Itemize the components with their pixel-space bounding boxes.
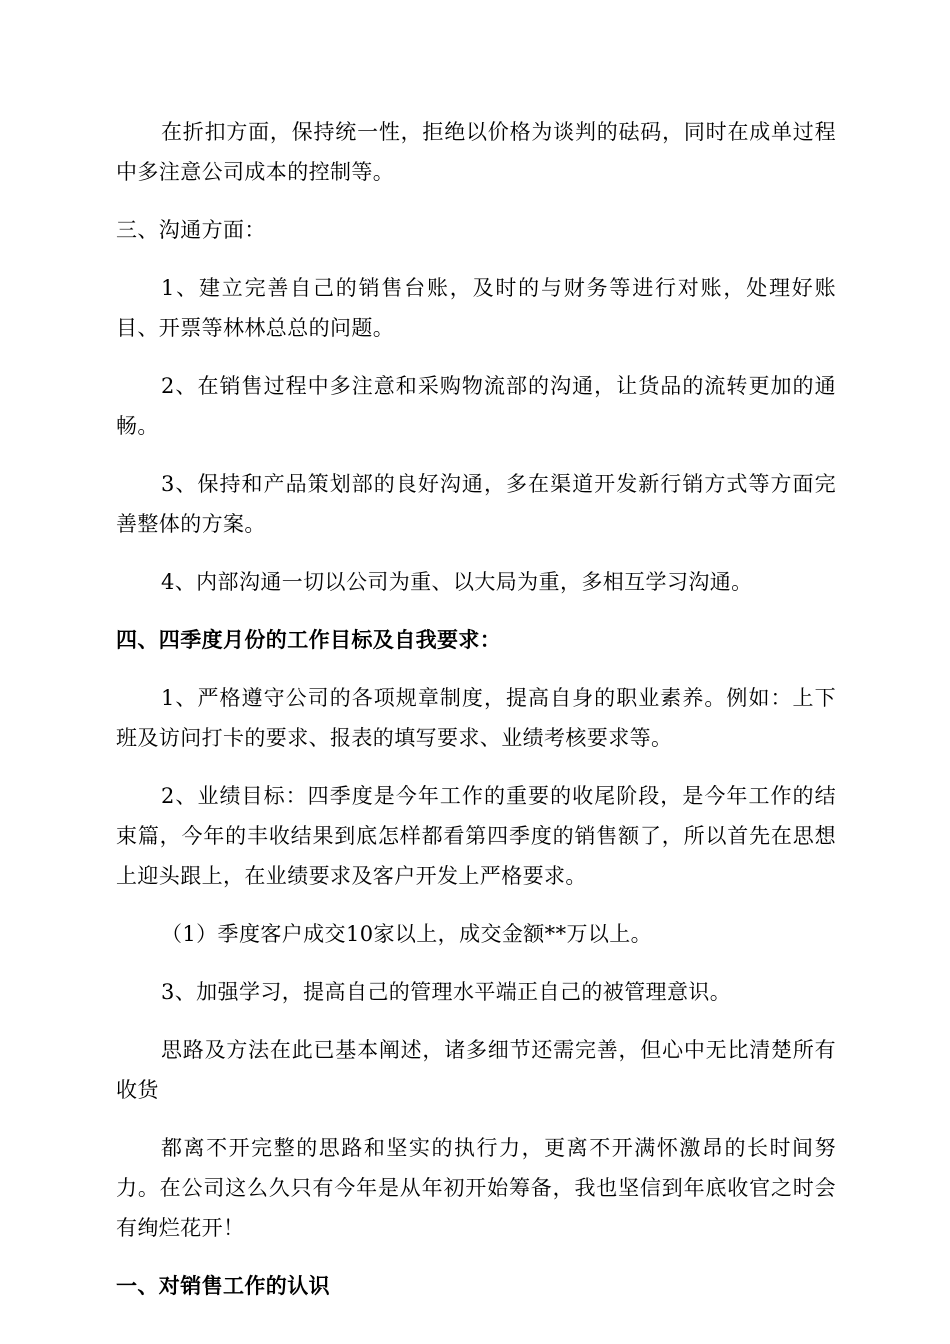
paragraph-goal-3: 3、加强学习，提高自己的管理水平端正自己的被管理意识。 — [161, 980, 732, 1004]
section-heading-q4-goals: 四、四季度月份的工作目标及自我要求： — [116, 627, 502, 652]
paragraph-communication-3: 3、保持和产品策划部的良好沟通，多在渠道开发新行销方式等方面完善整体的方案。 — [116, 472, 836, 536]
paragraph-goal-2-sub-1: （1）季度客户成交10家以上，成交金额**万以上。 — [161, 922, 653, 946]
paragraph-summary-2: 都离不开完整的思路和坚实的执行力，更离不开满怀激昂的长时间努力。在公司这么久只有今年是从年初开始筹备，我也坚信到年底收官之时会有绚烂花开！ — [116, 1136, 836, 1240]
paragraph-communication-1: 1、建立完善自己的销售台账，及时的与财务等进行对账，处理好账目、开票等林林总总的问题。 — [116, 276, 836, 340]
paragraph-communication-2: 2、在销售过程中多注意和采购物流部的沟通，让货品的流转更加的通畅。 — [116, 374, 836, 438]
paragraph-communication-4: 4、内部沟通一切以公司为重、以大局为重，多相互学习沟通。 — [161, 570, 753, 594]
paragraph-summary-1: 思路及方法在此已基本阐述，诸多细节还需完善，但心中无比清楚所有收货 — [116, 1038, 836, 1102]
paragraph-discount: 在折扣方面，保持统一性，拒绝以价格为谈判的砝码，同时在成单过程中多注意公司成本的控制等。 — [116, 120, 836, 184]
document-page — [116, 112, 836, 1306]
paragraph-goal-2: 2、业绩目标：四季度是今年工作的重要的收尾阶段，是今年工作的结束篇，今年的丰收结果到底怎样都看第四季度的销售额了，所以首先在思想上迎头跟上，在业绩要求及客户开发上严格要求。 — [116, 784, 836, 888]
section-heading-sales-understanding: 一、对销售工作的认识 — [116, 1273, 330, 1298]
paragraph-goal-1: 1、严格遵守公司的各项规章制度，提高自身的职业素养。例如：上下班及访问打卡的要求、报表的填写要求、业绩考核要求等。 — [116, 686, 836, 750]
section-heading-communication: 三、沟通方面： — [116, 218, 266, 242]
